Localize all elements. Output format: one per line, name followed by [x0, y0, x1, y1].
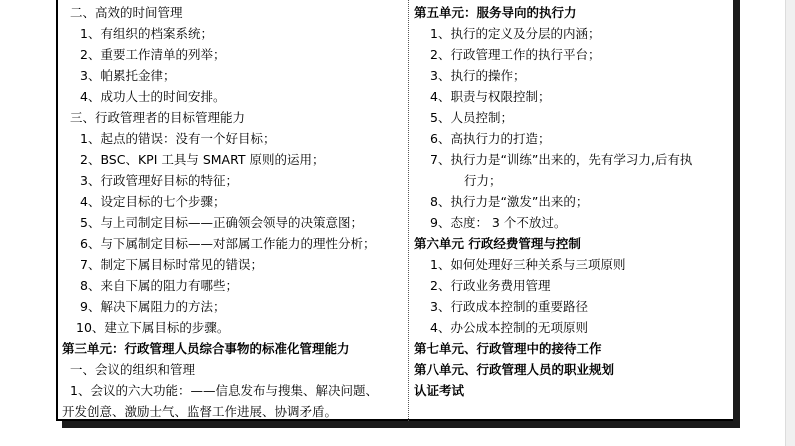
page-shadow-bottom: [62, 421, 740, 428]
right-column-line: 8、执行力是“激发”出来的；: [430, 194, 589, 209]
right-column-line: 2、行政管理工作的执行平台；: [430, 47, 601, 62]
left-column-line: 1、有组织的档案系统；: [80, 26, 213, 41]
right-column-line: 第六单元 行政经费管理与控制: [414, 236, 581, 251]
left-column-line: 7、制定下属目标时常见的错误；: [80, 257, 263, 272]
right-column-line: 5、人员控制；: [430, 110, 513, 125]
right-column-line: 4、职责与权限控制；: [430, 89, 551, 104]
left-column-line: 3、帕累托金律；: [80, 68, 176, 83]
left-column-line: 9、解决下属阻力的方法；: [80, 299, 226, 314]
left-column-line: 4、设定目标的七个步骤；: [80, 194, 226, 209]
right-column-line: 第五单元：服务导向的执行力: [414, 5, 577, 20]
right-column-line: 6、高执行力的打造；: [430, 131, 551, 146]
right-column-line: 第七单元、行政管理中的接待工作: [414, 341, 602, 356]
right-column-line: 第八单元、行政管理人员的职业规划: [414, 362, 615, 377]
vertical-scrollbar[interactable]: [785, 0, 795, 446]
left-column-line: 8、来自下属的阻力有哪些；: [80, 278, 238, 293]
right-column-line: 4、办公成本控制的无项原则: [430, 320, 588, 335]
right-column-line: 行力；: [464, 173, 502, 188]
left-column-line: 2、BSC、KPI 工具与 SMART 原则的运用；: [80, 152, 325, 167]
page-shadow-right: [733, 0, 740, 428]
right-column-line: 认证考试: [414, 383, 465, 398]
left-column-line: 2、重要工作清单的列举；: [80, 47, 226, 62]
left-column-line: 5、与上司制定目标——正确领会领导的决策意图；: [80, 215, 363, 230]
right-column-line: 3、行政成本控制的重要路径: [430, 299, 588, 314]
left-column-line: 二、高效的时间管理: [70, 5, 183, 20]
right-column-line: 3、执行的操作；: [430, 68, 526, 83]
left-column-line: 6、与下属制定目标——对部属工作能力的理性分析；: [80, 236, 376, 251]
right-column-line: 7、执行力是“训练”出来的，先有学习力,后有执: [430, 152, 693, 167]
left-column-line: 10、建立下属目标的步骤。: [76, 320, 230, 335]
right-column-line: 9、态度： 3 个不放过。: [430, 215, 567, 230]
right-column-line: 1、如何处理好三种关系与三项原则: [430, 257, 626, 272]
left-column-line: 3、行政管理好目标的特征；: [80, 173, 238, 188]
left-column-line: 第三单元：行政管理人员综合事物的标准化管理能力: [62, 341, 350, 356]
right-column-line: 2、行政业务费用管理: [430, 278, 551, 293]
left-column-line: 三、行政管理者的目标管理能力: [70, 110, 246, 125]
left-column-line: 1、会议的六大功能：——信息发布与搜集、解决问题、: [70, 383, 378, 398]
column-divider: [408, 0, 409, 421]
left-column-line: 4、成功人士的时间安排。: [80, 89, 226, 104]
right-column-line: 1、执行的定义及分层的内涵；: [430, 26, 601, 41]
left-column-line: 开发创意、激励士气、监督工作进展、协调矛盾。: [62, 404, 338, 419]
left-column-line: 一、会议的组织和管理: [70, 362, 196, 377]
left-column-line: 1、起点的错误：没有一个好目标；: [80, 131, 276, 146]
